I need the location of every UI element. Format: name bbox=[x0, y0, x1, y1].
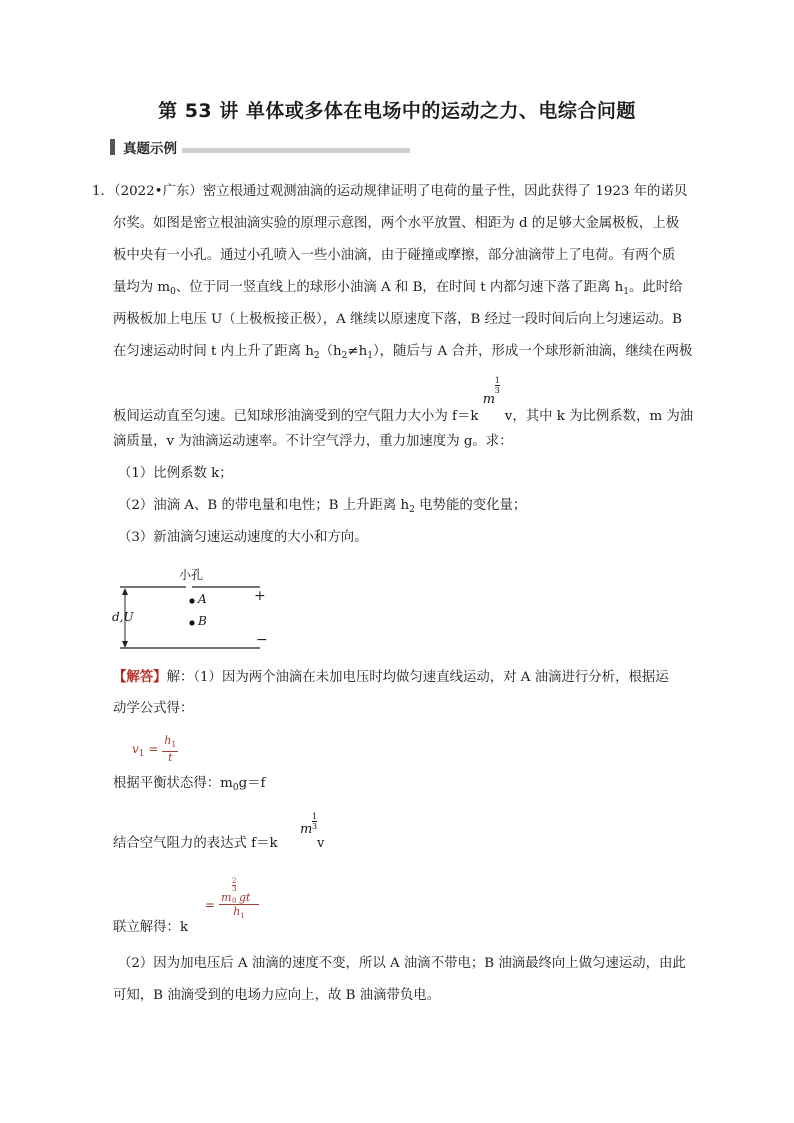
exponent bbox=[495, 376, 500, 395]
num-sub: 0 bbox=[232, 897, 237, 905]
eq-equals: = bbox=[144, 742, 163, 756]
equation-velocity bbox=[132, 735, 178, 764]
drag-formula bbox=[300, 814, 330, 854]
text-span: （h bbox=[319, 344, 342, 359]
problem-line-4 bbox=[113, 278, 683, 302]
label-b: B bbox=[198, 614, 207, 628]
solution-line-2: 动学公式得： bbox=[113, 701, 194, 716]
text-span: v，其中 k 为比例系数，m 为油 bbox=[504, 409, 694, 424]
text-span: 电势能的变化量； bbox=[414, 498, 527, 513]
section-marker bbox=[110, 139, 115, 155]
fraction-den bbox=[219, 905, 259, 923]
question-1: （1）比例系数 k； bbox=[118, 466, 233, 481]
subscript: 2 bbox=[313, 351, 320, 361]
mass-power-formula bbox=[482, 376, 505, 420]
num-rest: gt bbox=[239, 891, 251, 904]
subscript: 2 bbox=[409, 505, 415, 515]
fraction bbox=[162, 735, 178, 764]
arrow-up-icon bbox=[122, 588, 128, 595]
text-span: g＝f bbox=[238, 776, 266, 791]
exponent-num: 2 bbox=[232, 877, 237, 885]
arrow-down-icon bbox=[122, 641, 128, 648]
exponent-den: 3 bbox=[312, 822, 318, 831]
minus-sign: − bbox=[256, 632, 268, 648]
question-3: （3）新油滴匀速运动速度的大小和方向。 bbox=[118, 530, 368, 545]
droplet-a bbox=[189, 598, 194, 603]
num-exponent bbox=[232, 878, 236, 893]
num-symbol: h bbox=[164, 734, 172, 747]
mass-symbol: m bbox=[300, 822, 313, 837]
text-span: 、位于同一竖直线上的球形小油滴 A 和 B，在时间 t 内都匀速下落了距离 h bbox=[175, 280, 624, 295]
plus-sign: + bbox=[254, 588, 266, 604]
problem-line-2: 尔奖。如图是密立根油滴实验的原理示意图，两个水平放置、相距为 d 的足够大金属极板，上极 bbox=[113, 216, 680, 231]
fraction-num bbox=[219, 878, 259, 905]
equation-k bbox=[205, 878, 265, 928]
problem-line-5: 两极板加上电压 U（上极板接正极），A 继续以原速度下落，B 经过一段时间后向上匀速运动。B bbox=[113, 312, 682, 327]
page-title: 第 53 讲 单体或多体在电场中的运动之力、电综合问题 bbox=[158, 100, 636, 122]
eq-lhs: v bbox=[132, 742, 139, 756]
subscript: 0 bbox=[170, 287, 176, 297]
problem-line-6 bbox=[113, 342, 692, 366]
exponent bbox=[312, 812, 317, 831]
fraction-num bbox=[162, 735, 178, 752]
solution-line-1 bbox=[113, 667, 669, 688]
section-heading: 真题示例 bbox=[123, 141, 177, 157]
eq-lhs-sub: 1 bbox=[138, 749, 145, 759]
subscript: 1 bbox=[367, 351, 373, 361]
text-span: 解：（1）因为两个油滴在未加电压时均做匀速直线运动，对 A 油滴进行分析，根据运 bbox=[166, 670, 669, 685]
droplet-b bbox=[189, 620, 194, 625]
exponent-num: 1 bbox=[312, 812, 318, 821]
solution-line-6: （2）因为加电压后 A 油滴的速度不变，所以 A 油滴不带电；B 油滴最终向上做匀速运动，由此 bbox=[118, 956, 686, 971]
subscript: 1 bbox=[623, 287, 629, 297]
den-sub: 1 bbox=[240, 912, 245, 920]
eq-equals: = bbox=[205, 898, 216, 912]
problem-line-8: 滴质量，v 为油滴运动速率。不计空气浮力，重力加速度为 g。求： bbox=[113, 434, 513, 449]
section-divider bbox=[182, 148, 410, 153]
den-symbol: h bbox=[233, 905, 241, 918]
text-span: （2）油滴 A、B 的带电量和电性；B 上升距离 h bbox=[118, 498, 410, 513]
millikan-diagram bbox=[108, 562, 278, 652]
question-2 bbox=[118, 496, 526, 520]
label-d-u: d,U bbox=[112, 610, 134, 624]
num-mass: m bbox=[221, 891, 232, 904]
text-span: 根据平衡状态得：m bbox=[113, 776, 233, 791]
solution-tag: 【解答】 bbox=[113, 669, 167, 685]
label-a: A bbox=[198, 592, 207, 606]
text-span: ），随后与 A 合并，形成一个球形新油滴，继续在两极 bbox=[372, 344, 693, 359]
problem-line-3: 板中央有一小孔。通过小孔喷入一些小油滴，由于碰撞或摩擦，部分油滴带上了电荷。有两个质 bbox=[113, 248, 676, 263]
solution-line-5: 联立解得：k bbox=[113, 920, 189, 935]
mass-symbol: m bbox=[482, 392, 496, 407]
subscript: 2 bbox=[341, 351, 348, 361]
text-span: 在匀速运动时间 t 内上升了距离 h bbox=[113, 344, 314, 359]
velocity-symbol: v bbox=[317, 836, 325, 851]
solution-line-4: 结合空气阻力的表达式 f＝k bbox=[113, 836, 278, 851]
subscript: 0 bbox=[232, 783, 239, 793]
text-span: ≠h bbox=[347, 344, 368, 359]
problem-line-7 bbox=[113, 376, 694, 427]
num-sub: 1 bbox=[171, 740, 177, 749]
solution-line-3 bbox=[113, 774, 265, 798]
problem-line-1: 1．（2022•广东）密立根通过观测油滴的运动规律证明了电荷的量子性，因此获得了 1923 年的诺贝 bbox=[92, 184, 688, 199]
hole-label: 小孔 bbox=[179, 568, 204, 582]
text-span: 。此时给 bbox=[629, 280, 683, 295]
exponent-num: 1 bbox=[494, 376, 500, 385]
solution-line-7: 可知，B 油滴受到的电场力应向上，故 B 油滴带负电。 bbox=[113, 988, 441, 1003]
exponent-den: 3 bbox=[232, 885, 237, 893]
exponent-den: 3 bbox=[494, 386, 500, 395]
fraction-den: t bbox=[168, 751, 173, 764]
fraction bbox=[219, 878, 259, 923]
text-span: 量均为 m bbox=[113, 280, 171, 295]
text-span: 板间运动直至匀速。已知球形油滴受到的空气阻力大小为 f＝k bbox=[113, 409, 479, 424]
